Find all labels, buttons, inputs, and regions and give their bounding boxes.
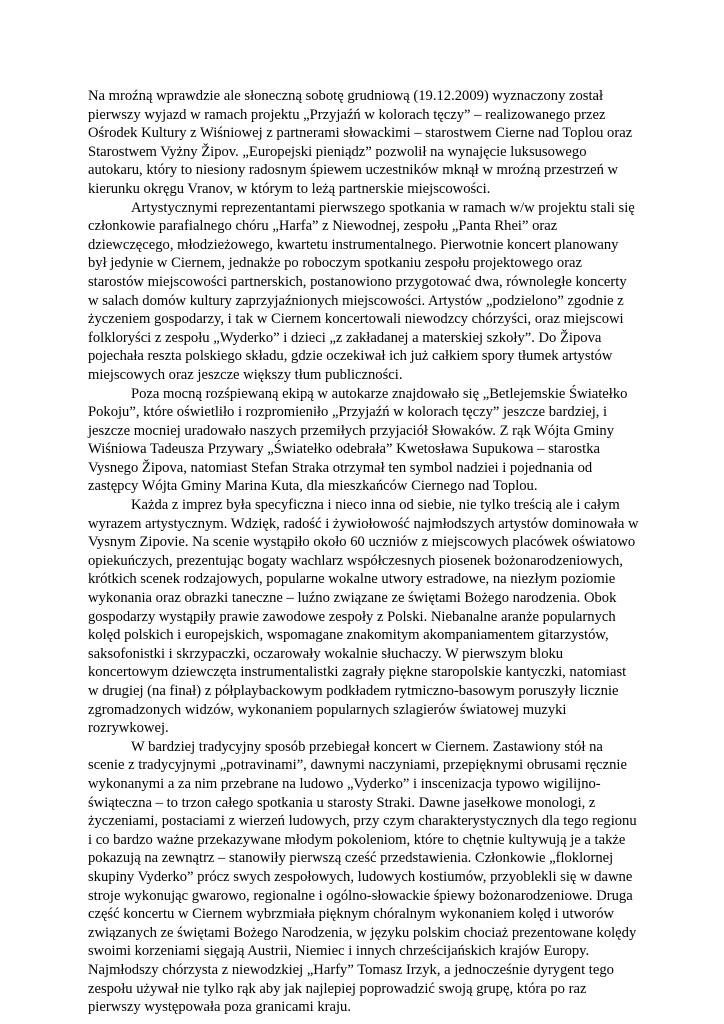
paragraph-zipov-concert: Każda z imprez była specyficzna i nieco inna od siebie, nie tylko treścią ale i całym wyrazem artystycznym. Wdzięk, radość i żywiołowość najmłodszych artystów dominowała w Vysnym Zipovie. Na scenie wystąpiło około 60 uczniów z miejscowych placówek oświatowo opiekuńczych, prezentując bogaty wachlarz współczesnych piosenek bożonarodzeniowych, krótkich scenek rodzajowych, popularne wokalne utwory estradowe, na niezłym poziomie wykonania oraz obrazki taneczne – luźno związane ze świętami Bożego narodzenia. Obok gospodarzy wystąpiły prawie zawodowe zespoły z Polski. Niebanalne aranże popularnych kolęd polskich i europejskich, wspomagane znakomitym akompaniamentem gitarzystów, saksofonistki i skrzypaczki, oczarowały wokalnie słuchaczy. W pierwszym bloku koncertowym dziewczęta instrumentalistki zagrały piękne staropolskie kantyczki, natomiast w drugiej (na finał) z półplaybackowym podkładem rytmiczno-basowym poruszyły licznie zgromadzonych widzów, wykonaniem popularnych szlagierów światowej muzyki rozrywkowej. (88, 497, 639, 737)
paragraph-artists: Artystycznymi reprezentantami pierwszego spotkania w ramach w/w projektu stali się członkowie parafialnego chóru „Harfa” z Niewodnej, zespołu „Panta Rhei” oraz dziewczęcego, młodzieżowego, kwartetu instrumentalnego. Pierwotnie koncert planowany był jedynie w Ciernem, jednakże po roboczym spotkaniu zespołu projektowego oraz starostów miejscowości partnerskich, postanowiono przygotować dwa, równoległe koncerty w salach domów kultury zaprzyjaźnionych miejscowości. Artystów „podzielono” zgodnie z życzeniem gospodarzy, i tak w Ciernem koncertowali niewodzcy chórzyści, oraz miejscowi folkloryści z zespołu „Wyderko” i dzieci „z zakładanej a materskiej szkoły”. Do Žipova pojechała reszta polskiego składu, gdzie oczekiwał ich już całkiem spory tłumek artystów miejscowych oraz jeszcze większy tłum publiczności. (88, 199, 635, 383)
paragraph-cierne-concert: W bardziej tradycyjny sposób przebiegał koncert w Ciernem. Zastawiony stół na scenie z tradycyjnymi „potravinami”, dawnymi naczyniami, przepięknymi obrusami ręcznie wykonanymi a za nim przebrane na ludowo „Vyderko” i inscenizacja typowo wigilijno-świąteczna – to trzon całego spotkania u starosty Straki. Dawne jasełkowe monologi, z życzeniami, postaciami z wierzeń ludowych, przy czym charakterystycznych dla tego regionu i co bardzo ważne przekazywane młodym pokoleniom, które to chętnie kultywują je a także pokazują na zewnątrz – stanowiły pierwszą cześć przedstawienia. Członkowie „floklornej skupiny Vyderko” prócz swych zespołowych, ludowych kostiumów, przyoblekli się w dawne stroje wykonując gwarowo, regionalne i ogólno-słowackie śpiewy bożonarodzeniowe. Druga część koncertu w Ciernem wybrzmiała pięknym chóralnym wykonaniem kolęd i utworów związanych ze świętami Bożego Narodzenia, w języku polskim chociaż prezentowane kolędy swoimi korzeniami sięgają Austrii, Niemiec i innych chrześcijańskich krajów Europy. Najmłodszy chórzysta z niewodzkiej „Harfy” Tomasz Irzyk, a jednocześnie dyrygent tego zespołu używał nie tylko rąk aby jak najlepiej poprowadzić swoją grupę, która po raz pierwszy występowała poza granicami kraju. (88, 738, 637, 1016)
document-body (88, 87, 640, 1017)
paragraph-peace-light: Poza mocną rozśpiewaną ekipą w autokarze znajdowało się „Betlejemskie Światełko Pokoju”, które oświetliło i rozpromieniło „Przyjaźń w kolorach tęczy” jeszcze bardziej, i jeszcze mocniej uradowało naszych przemiłych przyjaciół Słowaków. Z rąk Wójta Gminy Wiśniowa Tadeusza Przywary „Światełko odebrała” Kwetosława Supukowa – starostka Vysnego Žipova, natomiast Stefan Straka otrzymał ten symbol nadziei i pojednania od zastępcy Wójta Gminy Marina Kuta, dla mieszkańców Ciernego nad Toplou. (88, 385, 628, 495)
paragraph-intro: Na mroźną wprawdzie ale słoneczną sobotę grudniową (19.12.2009) wyznaczony został pierwszy wyjazd w ramach projektu „Przyjaźń w kolorach tęczy” – realizowanego przez Ośrodek Kultury z Wiśniowej z partnerami słowackimi – starostwem Cierne nad Toplou oraz Starostwem Vyżny Žipov. „Europejski pieniądz” pozwolił na wynajęcie luksusowego autokaru, który to niesiony radosnym śpiewem uczestników mknął w mroźną przestrzeń w kierunku okręgu Vranov, w którym to leżą partnerskie miejscowości. (88, 88, 633, 197)
